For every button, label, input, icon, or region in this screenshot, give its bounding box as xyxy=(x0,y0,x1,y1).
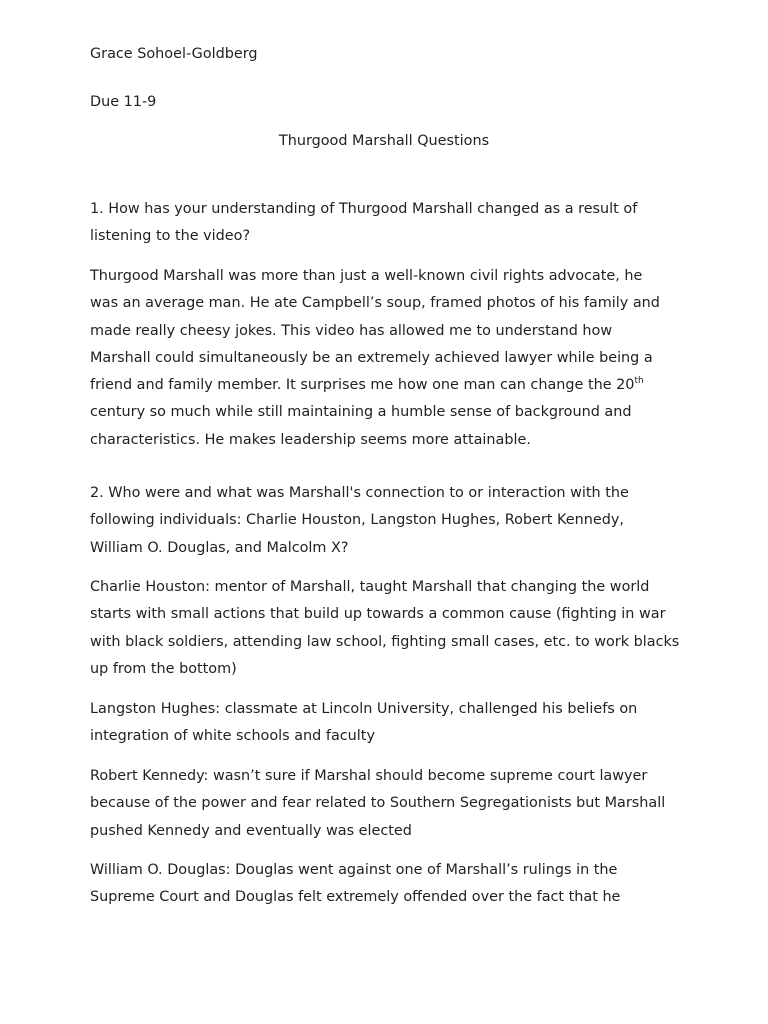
answer-1-superscript: th xyxy=(634,376,644,387)
answer-langston-hughes: Langston Hughes: classmate at Lincoln University, challenged his beliefs on integration of white schools and faculty xyxy=(90,701,638,745)
question-2: 2. Who were and what was Marshall's connection to or interaction with the following individuals: Charlie Houston, Langston Hughes, Robert Kennedy, William O. Douglas, and Malcolm X? xyxy=(90,485,629,556)
question-1: 1. How has your understanding of Thurgood Marshall changed as a result of listening to the video? xyxy=(90,201,638,245)
document-title: Thurgood Marshall Questions xyxy=(278,133,490,149)
answer-william-douglas: William O. Douglas: Douglas went against one of Marshall’s rulings in the Supreme Court and Douglas felt extremely offended over the fact that he xyxy=(90,862,621,906)
document-page xyxy=(90,0,690,1024)
answer-robert-kennedy: Robert Kennedy: wasn’t sure if Marshal should become supreme court lawyer because of the power and fear related to Southern Segregationists but Marshall pushed Kennedy and eventually was elected xyxy=(90,768,666,839)
answer-1 xyxy=(90,263,662,454)
answer-1-text-part1: Thurgood Marshall was more than just a well-known civil rights advocate, he was an average man. He ate Campbell’s soup, framed photos of his family and made really cheesy jokes. This video has allowed me to understand how Marshall could simultaneously be an extremely achieved lawyer while being a friend and family member. It surprises me how one man can change the 20 xyxy=(90,268,660,394)
due-date: Due 11-9 xyxy=(90,94,157,110)
answer-1-text-part2: century so much while still maintaining a humble sense of background and characteristics. He makes leadership seems more attainable. xyxy=(90,404,632,448)
author-name: Grace Sohoel-Goldberg xyxy=(90,46,258,62)
answer-charlie-houston: Charlie Houston: mentor of Marshall, taught Marshall that changing the world starts with small actions that build up towards a common cause (fighting in war with black soldiers, attending law school, fighting small cases, etc. to work blacks up from the bottom) xyxy=(90,579,680,677)
